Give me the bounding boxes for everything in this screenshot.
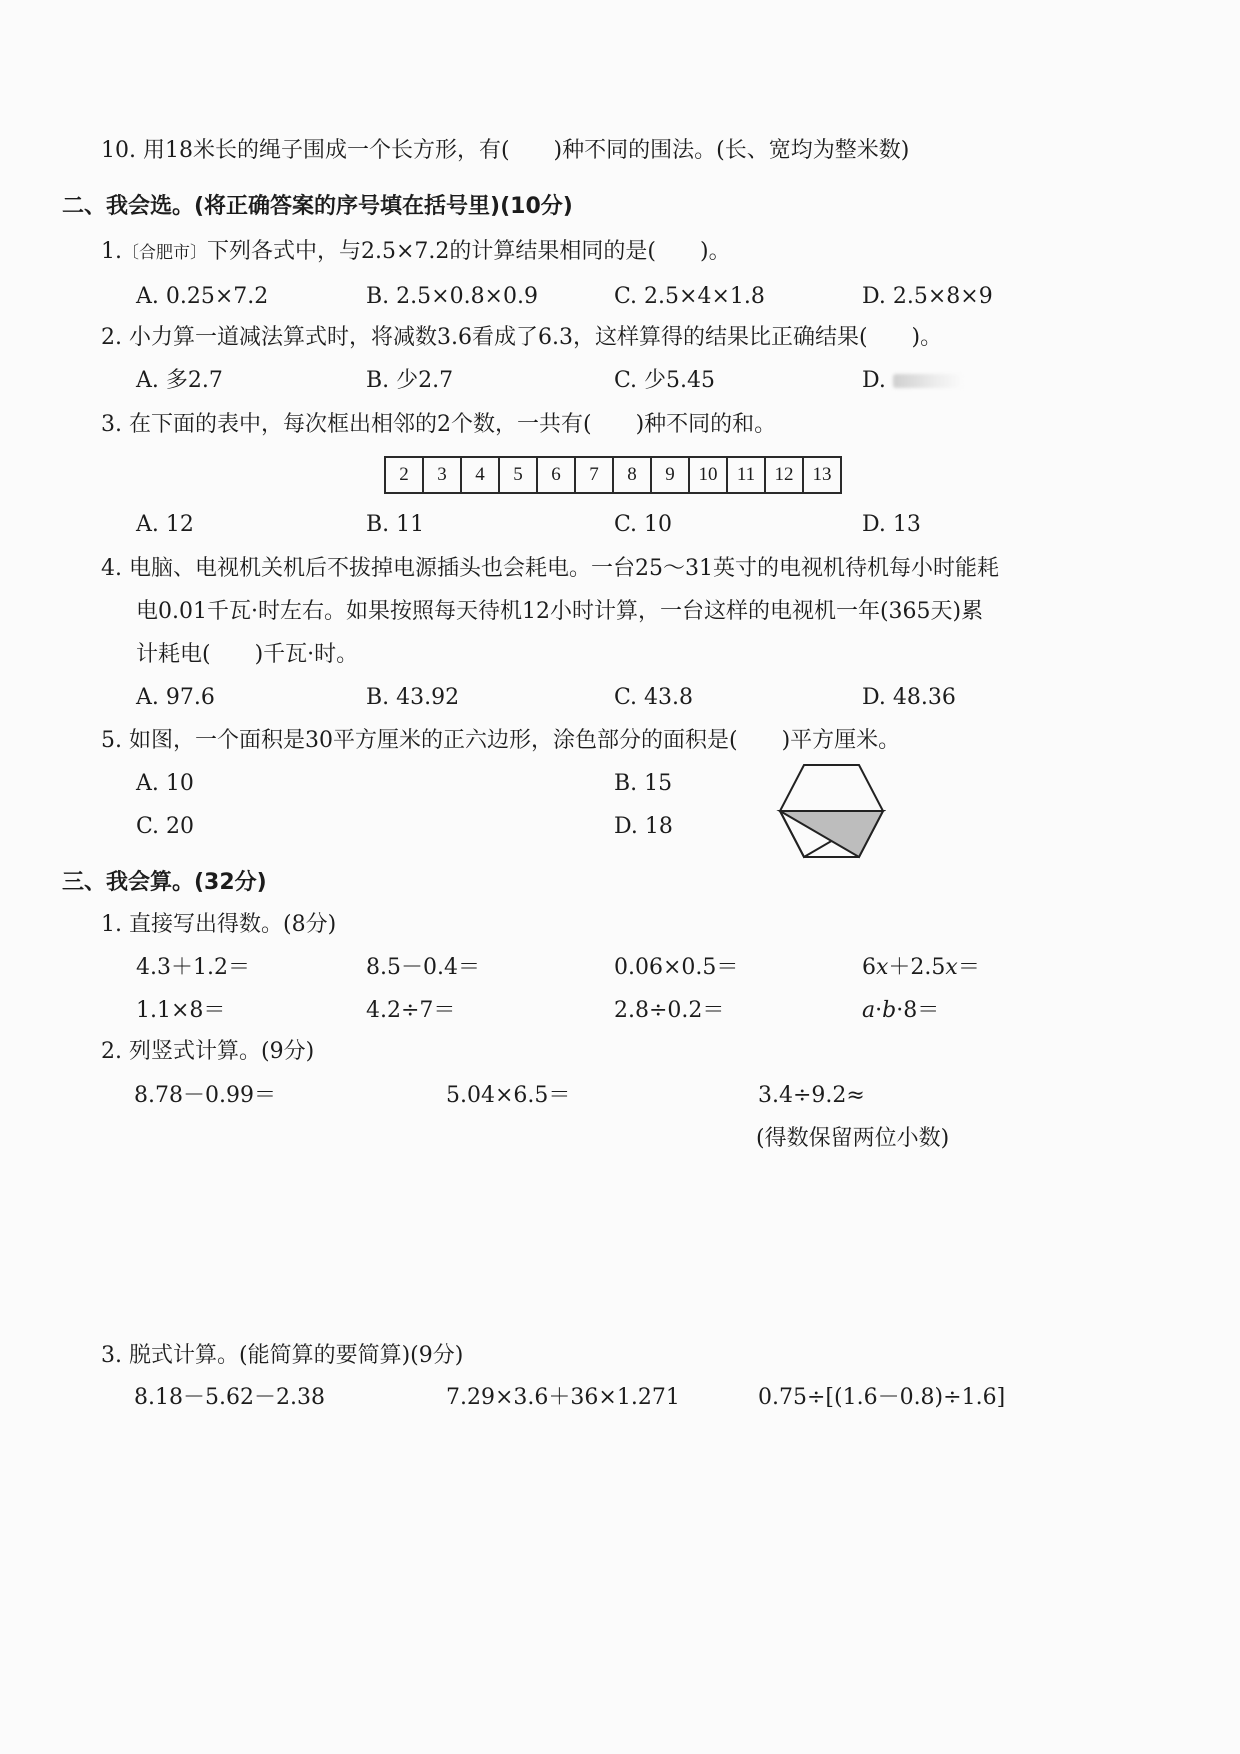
s2-q5-option-d: D. 18 bbox=[614, 814, 673, 839]
number-cell: 13 bbox=[803, 457, 841, 493]
s2-q5-option-c: C. 20 bbox=[136, 814, 195, 839]
s2-q1-option-c: C. 2.5×4×1.8 bbox=[614, 284, 765, 309]
mental-calc-item: 4.2÷7＝ bbox=[366, 998, 456, 1023]
s2-question-5: 5. 如图，一个面积是30平方厘米的正六边形，涂色部分的面积是( )平方厘米。 bbox=[101, 728, 901, 753]
step-calc-item: 7.29×3.6＋36×1.271 bbox=[446, 1385, 680, 1410]
step-calc-item: 0.75÷[(1.6－0.8)÷1.6] bbox=[758, 1385, 1006, 1410]
s2-question-1 bbox=[101, 241, 731, 263]
rounding-note: (得数保留两位小数) bbox=[756, 1126, 950, 1151]
number-cell: 5 bbox=[499, 457, 537, 493]
number-table bbox=[384, 456, 842, 494]
s2-q3-option-d: D. 13 bbox=[862, 512, 921, 537]
vertical-calc-item: 5.04×6.5＝ bbox=[446, 1083, 571, 1108]
s2-q4-option-c: C. 43.8 bbox=[614, 685, 694, 710]
hexagon-figure bbox=[776, 762, 886, 862]
mental-calc-item: 1.1×8＝ bbox=[136, 998, 226, 1023]
variable-x: x bbox=[876, 955, 889, 980]
s2-q3-option-b: B. 11 bbox=[366, 512, 425, 537]
s2-q4-option-d: D. 48.36 bbox=[862, 685, 956, 710]
s2-q5-option-a: A. 10 bbox=[136, 771, 194, 796]
expr-part: 6 bbox=[862, 955, 876, 980]
s3-part-1-title: 1. 直接写出得数。(8分) bbox=[101, 912, 337, 937]
s2-q1-number: 1. bbox=[101, 239, 122, 264]
expr-part: ＋2.5 bbox=[888, 955, 946, 980]
s2-q1-option-b: B. 2.5×0.8×0.9 bbox=[366, 284, 538, 309]
number-cell: 8 bbox=[613, 457, 651, 493]
s2-question-4-line-3: 计耗电( )千瓦·时。 bbox=[136, 642, 359, 667]
s2-q3-option-a: A. 12 bbox=[136, 512, 194, 537]
s2-q4-option-b: B. 43.92 bbox=[366, 685, 460, 710]
s2-q1-option-d: D. 2.5×8×9 bbox=[862, 284, 993, 309]
expr-part: ＝ bbox=[957, 955, 980, 980]
s3-part-3-title: 3. 脱式计算。(能简算的要简算)(9分) bbox=[101, 1343, 464, 1368]
s2-q2-option-d-label: D. bbox=[862, 368, 886, 393]
s2-q2-option-b: B. 少2.7 bbox=[366, 368, 454, 393]
question-10: 10. 用18米长的绳子围成一个长方形，有( )种不同的围法。(长、宽均为整米数) bbox=[101, 138, 910, 163]
s2-q2-option-a: A. 多2.7 bbox=[136, 368, 223, 393]
s2-q1-option-a: A. 0.25×7.2 bbox=[136, 284, 269, 309]
number-cell: 11 bbox=[727, 457, 765, 493]
s2-question-3: 3. 在下面的表中，每次框出相邻的2个数，一共有( )种不同的和。 bbox=[101, 412, 777, 437]
shaded-region bbox=[780, 811, 883, 857]
s2-q1-text: 下列各式中，与2.5×7.2的计算结果相同的是( )。 bbox=[207, 239, 731, 264]
number-cell: 7 bbox=[575, 457, 613, 493]
s2-question-4-line-1: 4. 电脑、电视机关机后不拔掉电源插头也会耗电。一台25～31英寸的电视机待机每小时能耗 bbox=[101, 556, 999, 581]
s2-q5-option-b: B. 15 bbox=[614, 771, 673, 796]
vertical-calc-item: 8.78－0.99＝ bbox=[134, 1083, 276, 1108]
variable-a: a bbox=[862, 998, 876, 1023]
blurred-option-text bbox=[893, 374, 963, 388]
variable-b: b bbox=[882, 998, 897, 1023]
s3-part-2-title: 2. 列竖式计算。(9分) bbox=[101, 1039, 315, 1064]
mental-calc-item bbox=[862, 957, 980, 979]
s2-q1-region-tag: 〔合肥市〕 bbox=[122, 243, 207, 263]
number-cell: 2 bbox=[385, 457, 423, 493]
mental-calc-item: 8.5－0.4＝ bbox=[366, 955, 480, 980]
s2-q2-option-c: C. 少5.45 bbox=[614, 368, 716, 393]
s2-q2-option-d bbox=[862, 370, 963, 392]
number-cell: 3 bbox=[423, 457, 461, 493]
variable-x: x bbox=[945, 955, 958, 980]
section-2-title: 二、我会选。(将正确答案的序号填在括号里)(10分) bbox=[62, 194, 573, 219]
s2-q3-option-c: C. 10 bbox=[614, 512, 673, 537]
section-3-title: 三、我会算。(32分) bbox=[62, 870, 267, 895]
s2-question-4-line-2: 电0.01千瓦·时左右。如果按照每天待机12小时计算，一台这样的电视机一年(365天)累 bbox=[136, 599, 984, 624]
number-cell: 6 bbox=[537, 457, 575, 493]
vertical-calc-item: 3.4÷9.2≈ bbox=[758, 1083, 865, 1108]
expr-part: ·8＝ bbox=[896, 998, 940, 1023]
number-cell: 12 bbox=[765, 457, 803, 493]
number-cell: 9 bbox=[651, 457, 689, 493]
mental-calc-item: 4.3＋1.2＝ bbox=[136, 955, 250, 980]
s2-question-2: 2. 小力算一道减法算式时，将减数3.6看成了6.3，这样算得的结果比正确结果( )。 bbox=[101, 325, 943, 350]
step-calc-item: 8.18－5.62－2.38 bbox=[134, 1385, 325, 1410]
mental-calc-item: 0.06×0.5＝ bbox=[614, 955, 739, 980]
expr-part: · bbox=[875, 998, 883, 1023]
mental-calc-item: 2.8÷0.2＝ bbox=[614, 998, 725, 1023]
number-cell: 4 bbox=[461, 457, 499, 493]
s2-q4-option-a: A. 97.6 bbox=[136, 685, 215, 710]
mental-calc-item bbox=[862, 1000, 939, 1022]
number-cell: 10 bbox=[689, 457, 727, 493]
